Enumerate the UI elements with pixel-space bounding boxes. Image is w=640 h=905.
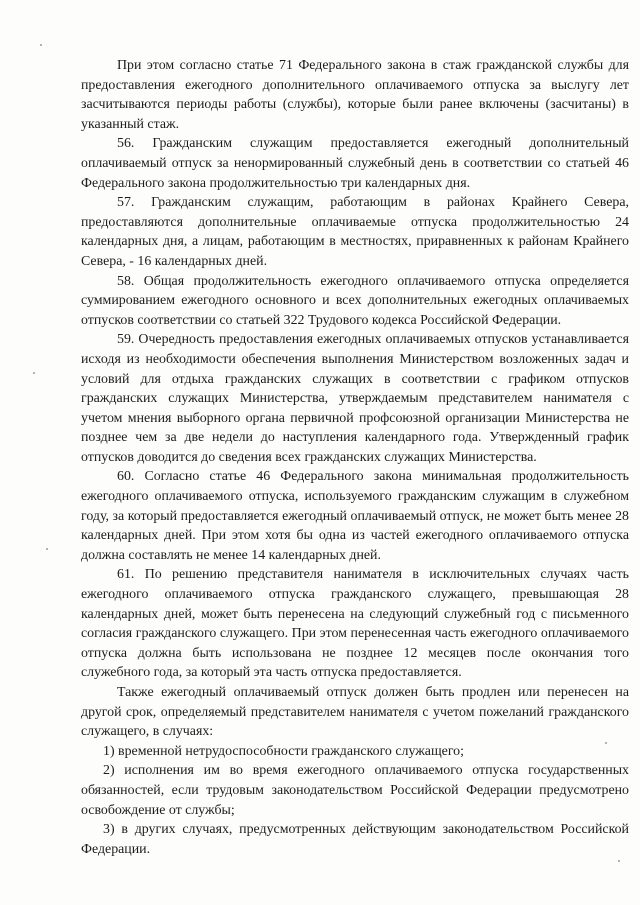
paragraph-60: 60. Согласно статье 46 Федерального закона минимальная продолжительность ежегодного оплачиваемого отпуска, используемого гражданским служащим в служебном году, за который предоставляется ежегодный оплачиваемый отпуск, не может быть менее 28 календарных дней. При этом хотя бы одна из частей ежегодного оплачиваемого отпуска должна составлять не менее 14 календарных дней. [81,469,629,563]
scan-speck [40,44,42,46]
list-item-1: 1) временной нетрудоспособности гражданского служащего; [103,743,464,759]
document-body [81,56,629,859]
list-item-3: 3) в других случаях, предусмотренных действующим законодательством Российской Федерации. [81,822,629,857]
paragraph-61: 61. По решению представителя нанимателя в исключительных случаях часть ежегодного оплачиваемого отпуска гражданского служащего, превышающая 28 календарных дней, может быть перенесена на следующий служебный год с письменного согласия гражданского служащего. При этом перенесенная часть ежегодного оплачиваемого отпуска должна быть использована не позднее 12 месяцев после окончания того служебного года, за который эта часть отпуска предоставляется. [81,567,629,681]
scan-speck [618,860,620,862]
paragraph-service-length: При этом согласно статье 71 Федерального закона в стаж гражданской службы для предоставления ежегодного дополнительного оплачиваемого отпуска за выслугу лет засчитываются периоды работы (службы), которые были ранее включены (засчитаны) в указанный стаж. [81,58,629,132]
scan-speck [33,372,35,374]
paragraph-58: 58. Общая продолжительность ежегодного оплачиваемого отпуска определяется суммированием ежегодного основного и всех дополнительных ежегодных оплачиваемых отпусков соответствии со статьей 322 Трудового кодекса Российской Федерации. [81,273,629,328]
paragraph-57: 57. Гражданским служащим, работающим в районах Крайнего Севера, предоставляются дополнительные оплачиваемые отпуска продолжительностью 24 календарных дня, а лицам, работающим в местностях, приравненных к районам Крайнего Севера, - 16 календарных дней. [81,195,629,269]
scan-speck [46,548,48,550]
paragraph-59: 59. Очередность предоставления ежегодных оплачиваемых отпусков устанавливается исходя из необходимости обеспечения выполнения Министерством возложенных задач и условий для отдыха гражданских служащих в соответствии с графиком отпусков гражданских служащих Министерства, утверждаемым представителем нанимателя с учетом мнения выборного органа первичной профсоюзной организации Министерства не позднее чем за две недели до наступления календарного года. Утвержденный график отпусков доводится до сведения всех гражданских служащих Министерства. [81,332,629,465]
list-item-2: 2) исполнения им во время ежегодного оплачиваемого отпуска государственных обязанностей, если трудовым законодательством Российской Федерации предусмотрено освобождение от службы; [81,763,629,818]
paragraph-56: 56. Гражданским служащим предоставляется ежегодный дополнительный оплачиваемый отпуск за ненормированный служебный день в соответствии со статьей 46 Федерального закона продолжительностью три календарных дня. [81,136,629,191]
paragraph-extension: Также ежегодный оплачиваемый отпуск должен быть продлен или перенесен на другой срок, определяемый представителем нанимателя с учетом пожеланий гражданского служащего, в случаях: [81,685,629,740]
